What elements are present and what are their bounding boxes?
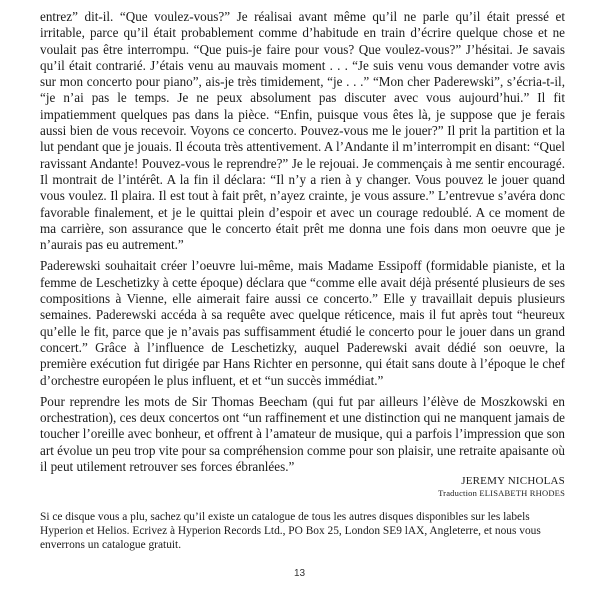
page-number: 13 — [293, 568, 306, 579]
paragraph-3: Pour reprendre les mots de Sir Thomas Beecham (qui fut par ailleurs l’élève de Moszkowski en orchestration), ces deux concertos ont “un raffinement et une distinction qui ne manquent jamais de toucher l’oreille avec bonheur, et offrent à l’amateur de musique, qui a parfois l’impression que son art évolue un peu trop vite pour sa compréhension comme pour son plaisir, une retraite apaisante où il peut utilement retrouver ses forces ébranlées.” — [40, 393, 565, 475]
catalogue-note: Si ce disque vous a plu, sachez qu’il existe un catalogue de tous les autres disques disponibles sur les labels Hyperion et Helios. Ecrivez à Hyperion Records Ltd., PO Box 25, London SE9 lAX, Angleterre, et nous vous enverrons un catalogue gratuit. — [40, 511, 541, 551]
paragraph-1: entrez” dit-il. “Que voulez-vous?” Je réalisai avant même qu’il ne parle qu’il était pressé et irritable, parce qu’il était probablement comme d’habitude en train d’écrire quelque chose et ne voulait pas être interrompu. “Que puis-je faire pour vous? Que voulez-vous?” J’hésitai. Je savais qu’il était contrarié. J’étais venu au mauvais moment . . . “Je suis venu vous demander votre avis sur mon concerto pour piano”, ais-je très timidement, “je . . .” “Mon cher Paderewski”, s’écria-t-il, “je n’ai pas le temps. Je ne peux absolument pas discuter avec vous aujourd’hui.” Il fit impatiemment quelques pas dans la pièce. “Enfin, puisque vous êtes là, je suppose que je ferais aussi bien de vous recevoir. Voyons ce concerto. Pouvez-vous me le jouer?” Il prit la partition et la lut pendant que je jouais. Il écouta très attentivement. A l’Andante il m’interrompit en disant: “Quel ravissant Andante! Pouvez-vous le reprendre?” Je le rejouai. Je commençais à me sentir encouragé. Il montrait de l’intérêt. A la fin il déclara: “Il n’y a rien à y changer. Vous pouvez le jouer quand vous voulez. Il plaira. Il est tout à fait prêt, n’ayez crainte, je vous assure.” L’entrevue s’avéra donc favorable finalement, et je le quittai plein d’espoir et avec un courage redoublé. A ce moment de ma carrière, son assurance que le concerto était prêt me donna une fois dans mon oeuvre que je n’aurais pas eu autrement.” — [40, 9, 565, 253]
author-name: JEREMY NICHOLAS — [461, 475, 565, 488]
translator-credit: Traduction ELISABETH RHODES — [438, 488, 565, 499]
page-body — [40, 9, 565, 553]
signature-block — [40, 475, 565, 499]
paragraph-2: Paderewski souhaitait créer l’oeuvre lui-même, mais Madame Essipoff (formidable pianiste, et la femme de Leschetizky à cette époque) déclara que “comme elle avait déjà présenté plusieurs de ses compositions à Vienne, elle aimerait faire aussi ce concerto.” Elle y travaillait depuis plusieurs semaines. Paderewski accéda à sa requête avec quelque réticence, mais il fut après tout “heureux qu’elle le fit, parce que je n’avais pas suffisamment étudié le concerto pour le jouer dans un grand concert.” Grâce à l’influence de Leschetizky, auquel Paderewski avait dédié son oeuvre, la première exécution fut dirigée par Hans Richter en personne, qui était sans doute à l’époque le chef d’orchestre européen le plus influent, et et “un succès immédiat.” — [40, 258, 565, 388]
